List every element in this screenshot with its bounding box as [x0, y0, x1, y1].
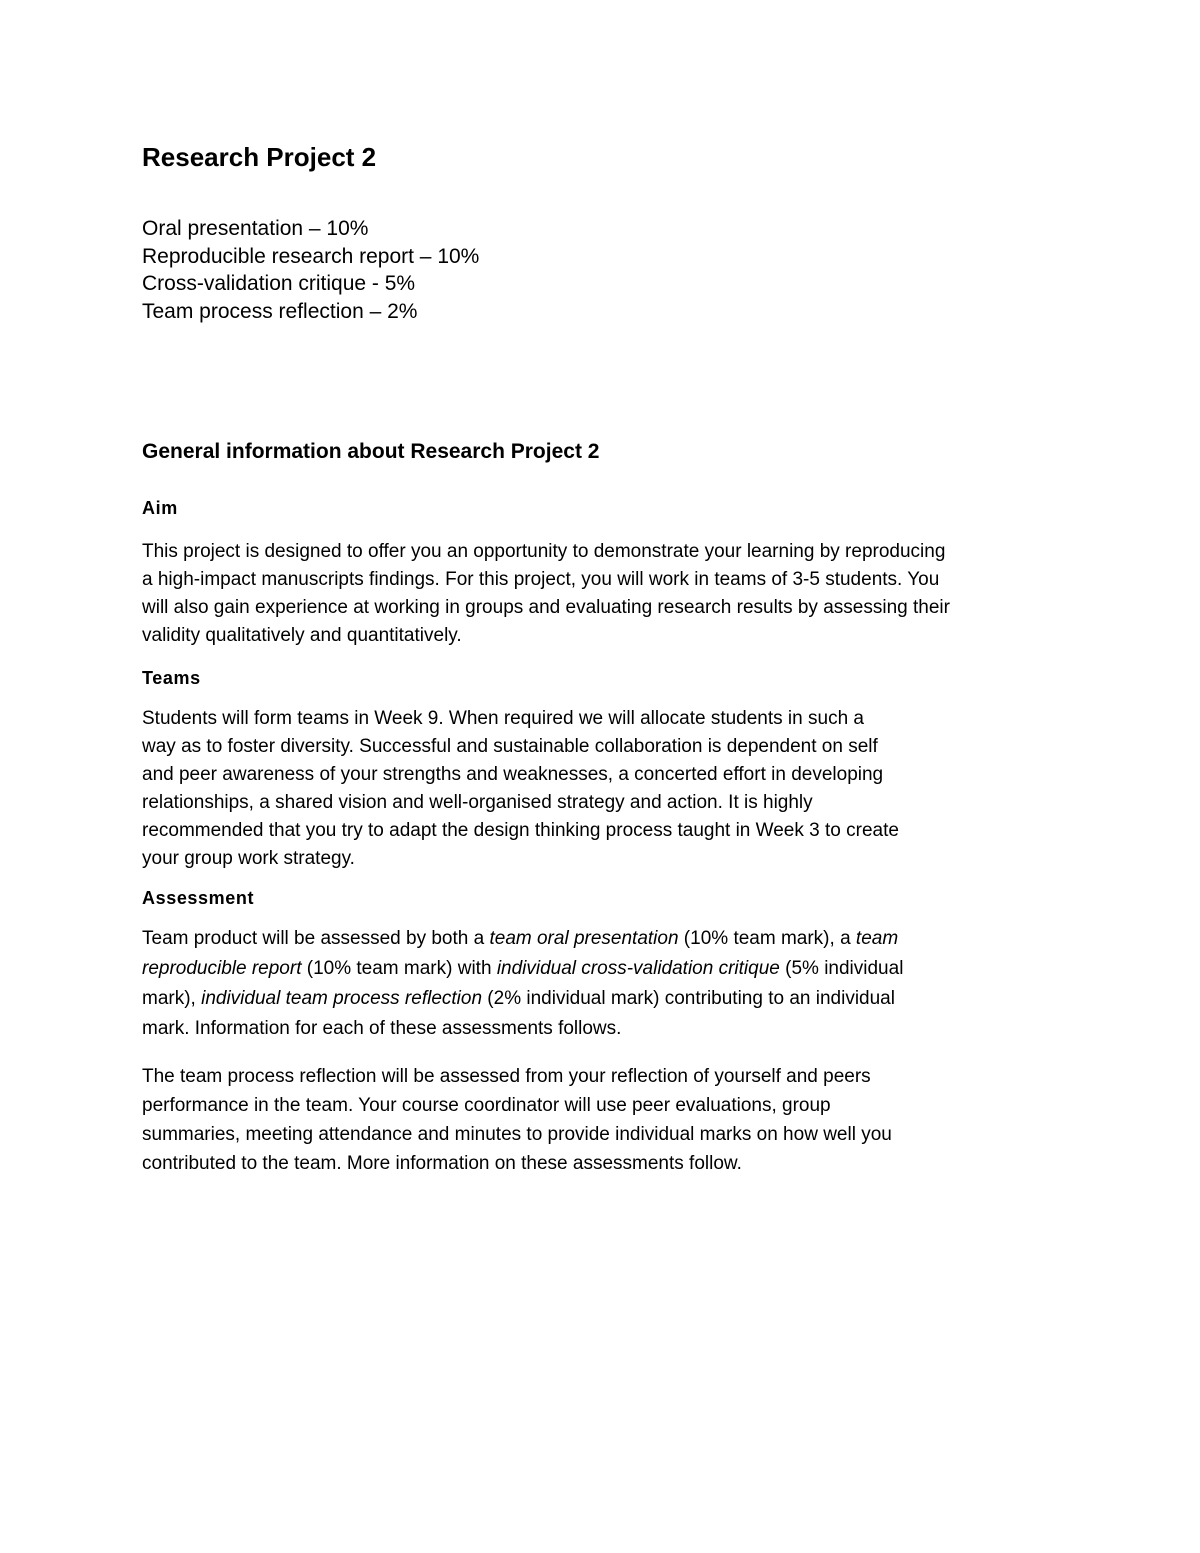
paragraph-line: a high-impact manuscripts findings. For this project, you will work in teams of 3-5 students. You — [142, 569, 940, 590]
paragraph-line — [142, 954, 903, 984]
paragraph-line — [142, 924, 903, 954]
paragraph-line: relationships, a shared vision and well-organised strategy and action. It is highly — [142, 792, 813, 813]
weight-item: Cross-validation critique - 5% — [142, 272, 416, 295]
paragraph-line — [142, 984, 903, 1014]
emphasis-text: team oral presentation — [489, 928, 679, 949]
assessment-paragraph-2 — [142, 1062, 892, 1178]
weight-item: Reproducible research report – 10% — [142, 244, 480, 268]
paragraph-line: contributed to the team. More information on these assessments follow. — [142, 1153, 742, 1174]
paragraph-line: your group work strategy. — [142, 848, 355, 869]
paragraph-line: recommended that you try to adapt the design thinking process taught in Week 3 to create — [142, 820, 899, 841]
text-run: (2% individual mark) contributing to an individual — [482, 988, 895, 1009]
paragraph-line: This project is designed to offer you an opportunity to demonstrate your learning by reproducing — [142, 541, 946, 562]
paragraph-line: validity qualitatively and quantitatively. — [142, 625, 462, 646]
teams-heading: Teams — [142, 668, 201, 688]
weight-item: Team process reflection – 2% — [142, 299, 418, 323]
paragraph-line: Students will form teams in Week 9. When required we will allocate students in such a — [142, 708, 864, 729]
text-run: (5% individual — [779, 958, 904, 979]
teams-paragraph — [142, 705, 899, 873]
paragraph-line: The team process reflection will be assessed from your reflection of yourself and peers — [142, 1066, 871, 1087]
emphasis-text: individual cross-validation critique — [496, 958, 780, 979]
paragraph-line: way as to foster diversity. Successful and sustainable collaboration is dependent on self — [142, 736, 878, 757]
general-info-heading: General information about Research Project 2 — [142, 440, 600, 463]
text-run: (10% team mark) with — [301, 958, 497, 979]
paragraph-line: will also gain experience at working in groups and evaluating research results by assessing their — [142, 597, 950, 618]
emphasis-text: reproducible report — [142, 958, 302, 979]
paragraph-line: and peer awareness of your strengths and weaknesses, a concerted effort in developing — [142, 764, 884, 785]
text-run: Team product will be assessed by both a — [142, 928, 490, 949]
document-title: Research Project 2 — [142, 142, 377, 172]
assessment-heading: Assessment — [142, 888, 255, 908]
text-run: mark), — [142, 988, 202, 1009]
assessment-weights-list — [142, 215, 479, 325]
emphasis-text: individual team process reflection — [201, 988, 483, 1009]
paragraph-line: performance in the team. Your course coordinator will use peer evaluations, group — [142, 1095, 831, 1116]
text-run: (10% team mark), a — [678, 928, 856, 949]
weight-item: Oral presentation – 10% — [142, 217, 369, 240]
paragraph-line: mark. Information for each of these assessments follows. — [142, 1018, 622, 1039]
assessment-paragraph-1 — [142, 924, 903, 1044]
aim-heading: Aim — [142, 498, 178, 518]
emphasis-text: team — [855, 928, 899, 949]
paragraph-line: summaries, meeting attendance and minutes to provide individual marks on how well you — [142, 1124, 892, 1145]
aim-paragraph — [142, 538, 950, 650]
